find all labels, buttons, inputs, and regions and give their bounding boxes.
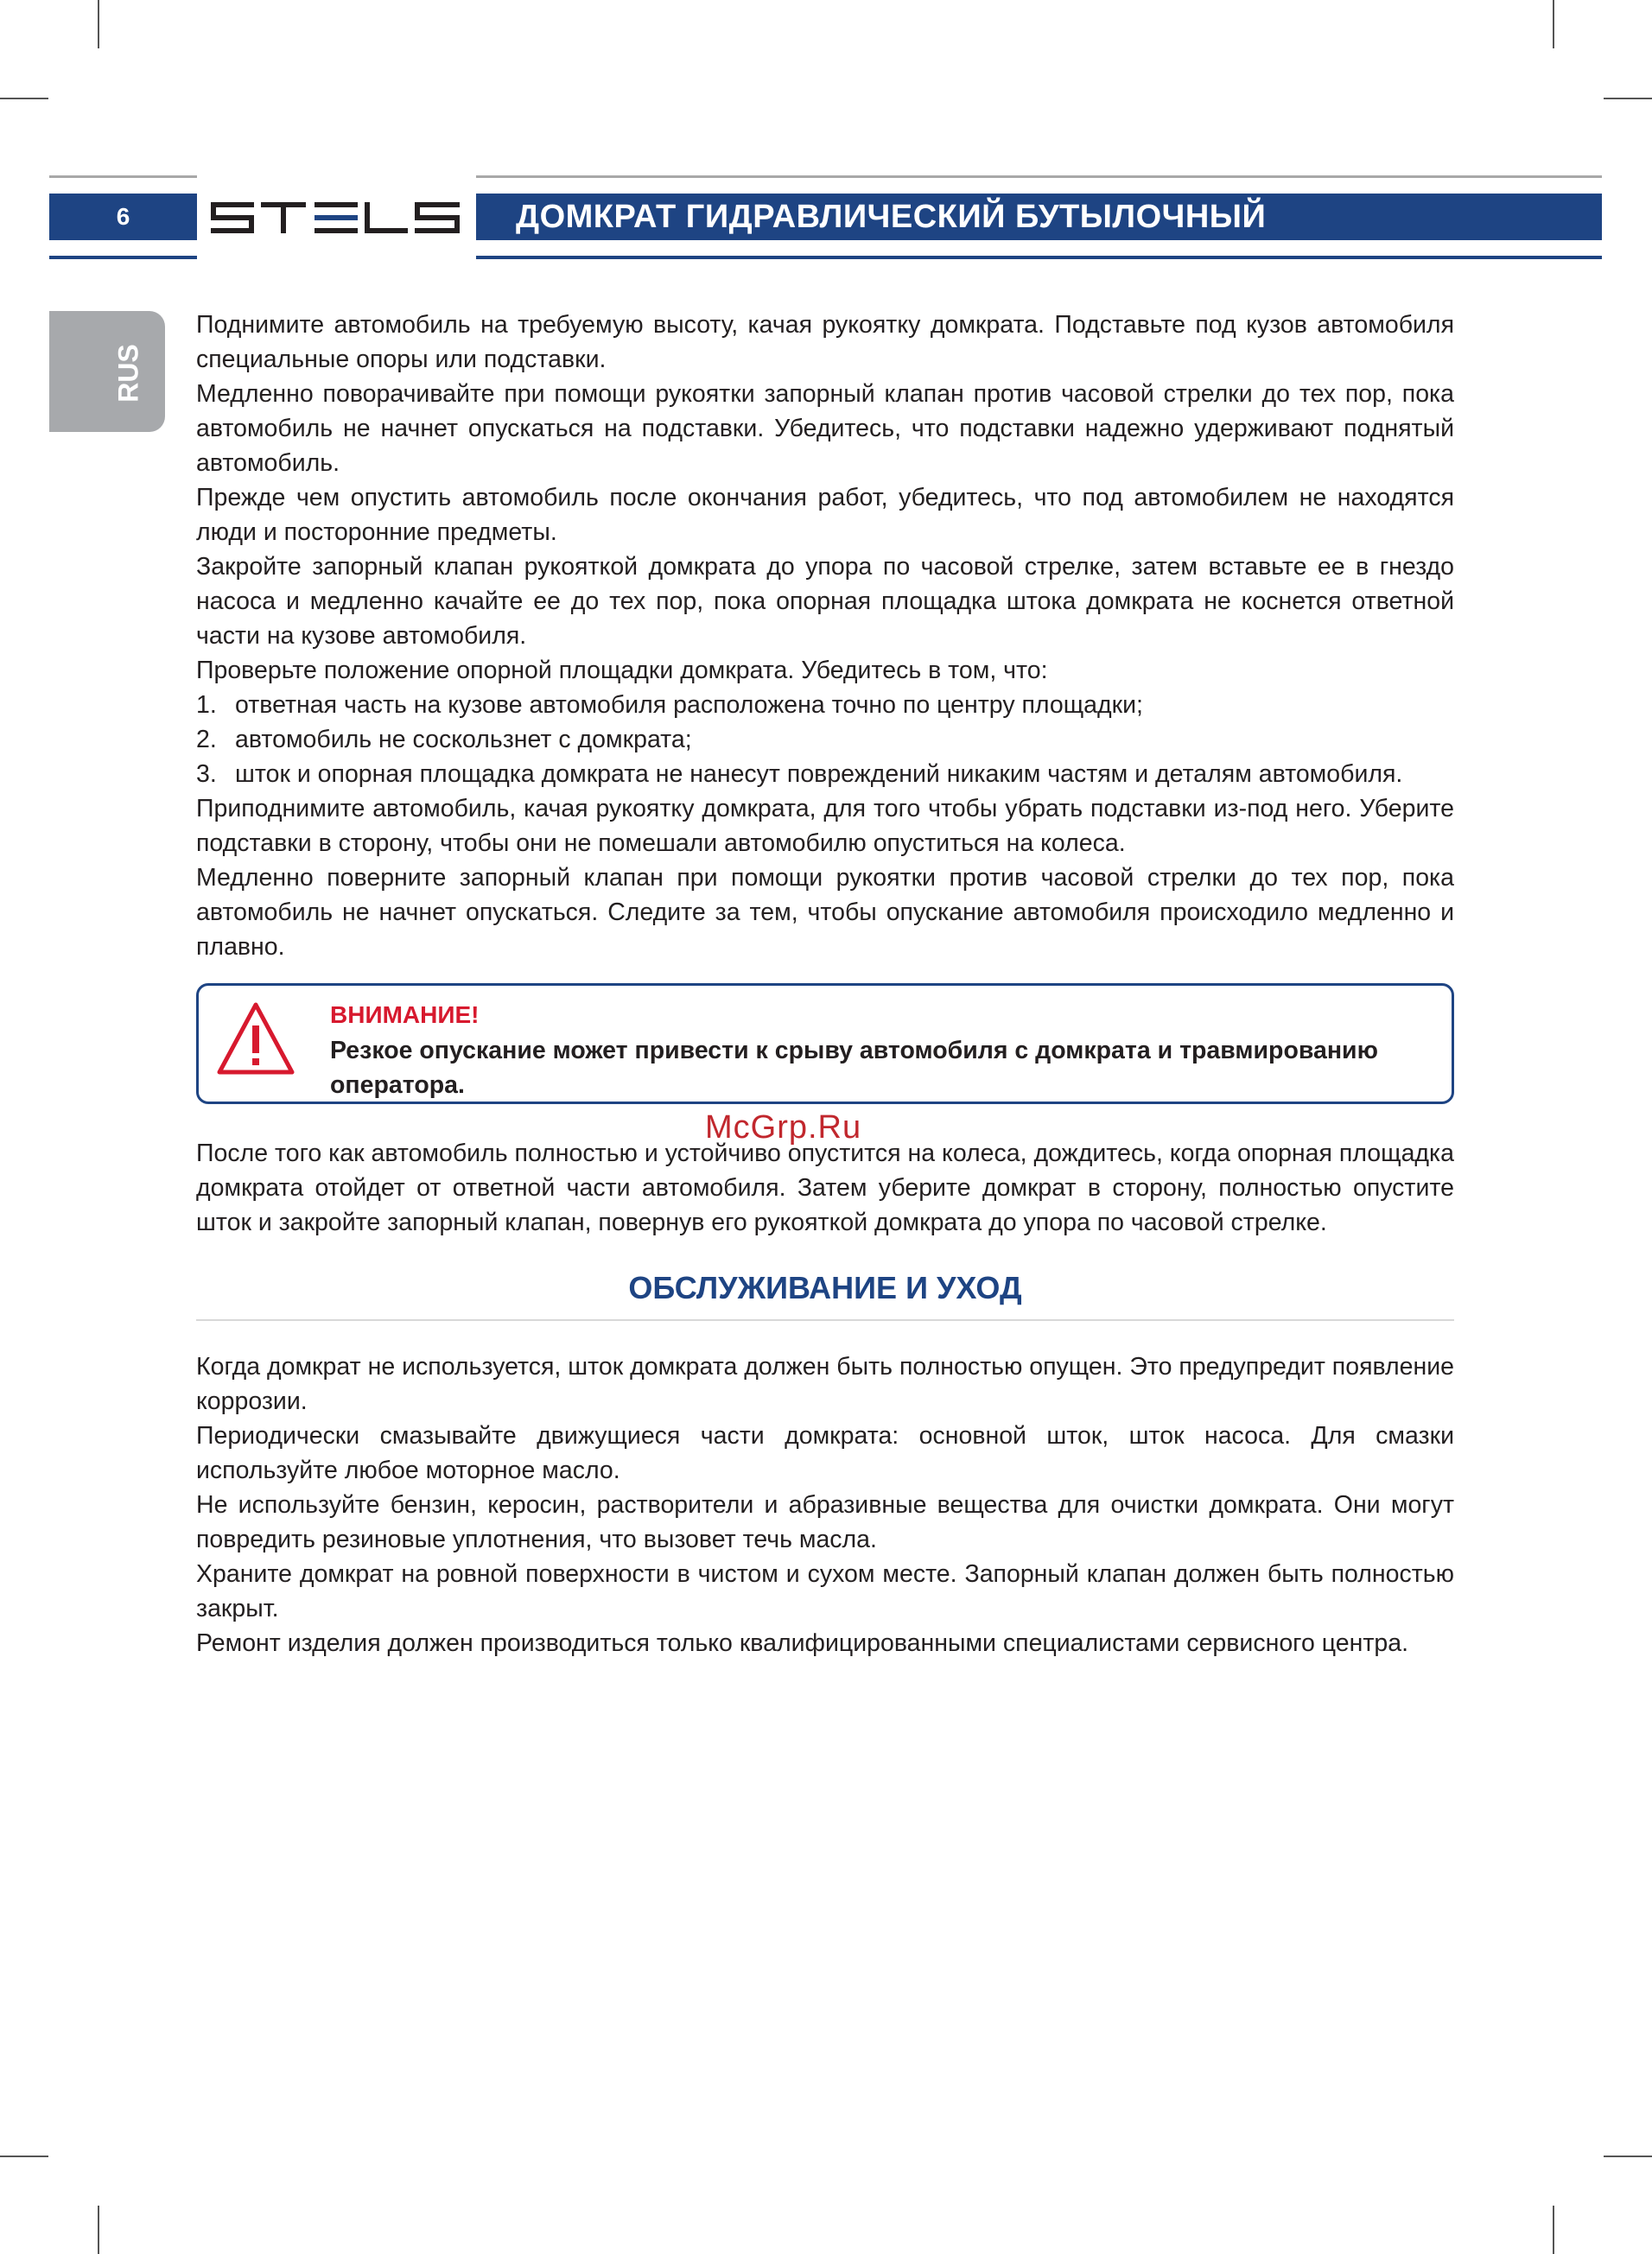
list-number: 1. bbox=[196, 691, 217, 719]
language-tab-label: RUS bbox=[112, 344, 144, 403]
crop-mark bbox=[0, 2156, 48, 2157]
warning-text: Резкое опускание может привести к срыву автомобиля с домкрата и травмированию оператора. bbox=[330, 1037, 1378, 1099]
list-item bbox=[196, 688, 1454, 722]
header-rule-bottom-left bbox=[49, 256, 197, 259]
paragraph: Медленно поворачивайте при помощи рукоятки запорный клапан против часовой стрелки до тех пор, пока автомобиль не начнет опускаться на подставки. Убедитесь, что подставки надежно удерживают поднятый автомобиль. bbox=[196, 380, 1454, 477]
list-item bbox=[196, 722, 1454, 757]
section-divider bbox=[196, 1319, 1454, 1321]
paragraph: Проверьте положение опорной площадки домкрата. Убедитесь в том, что: bbox=[196, 657, 1048, 684]
warning-triangle-icon bbox=[214, 1000, 297, 1079]
list-text: ответная часть на кузове автомобиля расположена точно по центру площадки; bbox=[235, 691, 1143, 719]
paragraph: После того как автомобиль полностью и устойчиво опустится на колеса, дождитесь, когда опорная площадка домкрата отойдет от ответной части автомобиля. Затем уберите домкрат в сторону, полностью опустите шток и закройте запорный клапан, повернув его рукояткой домкрата до упора по часовой стрелке. bbox=[196, 1140, 1454, 1236]
crop-mark bbox=[98, 0, 99, 48]
warning-box bbox=[196, 983, 1454, 1104]
paragraph: Прежде чем опустить автомобиль после окончания работ, убедитесь, что под автомобилем не находятся люди и посторонние предметы. bbox=[196, 484, 1454, 546]
maintenance-text bbox=[196, 1349, 1454, 1660]
list-text: автомобиль не соскользнет с домкрата; bbox=[235, 726, 692, 753]
warning-title: ВНИМАНИЕ! bbox=[330, 1001, 480, 1028]
paragraph: Приподнимите автомобиль, качая рукоятку домкрата, для того чтобы убрать подставки из-под него. Уберите подставки в сторону, чтобы они не помешали автомобилю опуститься на колеса. bbox=[196, 795, 1454, 857]
paragraph: Ремонт изделия должен производиться только квалифицированными специалистами сервисного центра. bbox=[196, 1629, 1408, 1657]
crop-mark bbox=[1604, 98, 1652, 99]
header-rule-bottom-right bbox=[476, 256, 1602, 259]
list-item bbox=[196, 757, 1454, 791]
header-rule-top-right bbox=[476, 175, 1602, 178]
section-title: ОБСЛУЖИВАНИЕ И УХОД bbox=[628, 1270, 1022, 1305]
paragraph: Закройте запорный клапан рукояткой домкрата до упора по часовой стрелке, затем вставьте ее в гнездо насоса и медленно качайте ее до тех пор, пока опорная площадка штока домкрата не коснется ответной части на кузове автомобиля. bbox=[196, 553, 1454, 650]
paragraph: Поднимите автомобиль на требуемую высоту, качая рукоятку домкрата. Подставьте под кузов автомобиля специальные опоры или подставки. bbox=[196, 311, 1454, 373]
paragraph: Медленно поверните запорный клапан при помощи рукоятки против часовой стрелки до тех пор, пока автомобиль не начнет опускаться. Следите за тем, чтобы опускание автомобиля происходило медленно и плавно. bbox=[196, 864, 1454, 961]
paragraph: Не используйте бензин, керосин, растворители и абразивные вещества для очистки домкрата. Они могут повредить резиновые уплотнения, что вызовет течь масла. bbox=[196, 1491, 1454, 1553]
instructions-text bbox=[196, 308, 1454, 964]
watermark: McGrp.Ru bbox=[705, 1109, 862, 1146]
crop-mark bbox=[1553, 0, 1554, 48]
header-rule-top-left bbox=[49, 175, 197, 178]
language-tab bbox=[49, 311, 165, 432]
list-number: 2. bbox=[196, 726, 217, 753]
paragraph: Храните домкрат на ровной поверхности в чистом и сухом месте. Запорный клапан должен быть полностью закрыт. bbox=[196, 1560, 1454, 1622]
list-text: шток и опорная площадка домкрата не нанесут повреждений никаким частям и деталям автомобиля. bbox=[235, 760, 1403, 788]
crop-mark bbox=[1553, 2206, 1554, 2254]
crop-mark bbox=[98, 2206, 99, 2254]
stels-logo bbox=[211, 202, 460, 233]
list-number: 3. bbox=[196, 760, 217, 788]
document-title: ДОМКРАТ ГИДРАВЛИЧЕСКИЙ БУТЫЛОЧНЫЙ bbox=[476, 194, 1602, 240]
crop-mark bbox=[0, 98, 48, 99]
paragraph: Когда домкрат не используется, шток домкрата должен быть полностью опущен. Это предупредит появление коррозии. bbox=[196, 1353, 1454, 1415]
crop-mark bbox=[1604, 2156, 1652, 2157]
paragraph: Периодически смазывайте движущиеся части домкрата: основной шток, шток насоса. Для смазки используйте любое моторное масло. bbox=[196, 1422, 1454, 1484]
page-number: 6 bbox=[49, 194, 197, 240]
after-warning-text bbox=[196, 1136, 1454, 1240]
